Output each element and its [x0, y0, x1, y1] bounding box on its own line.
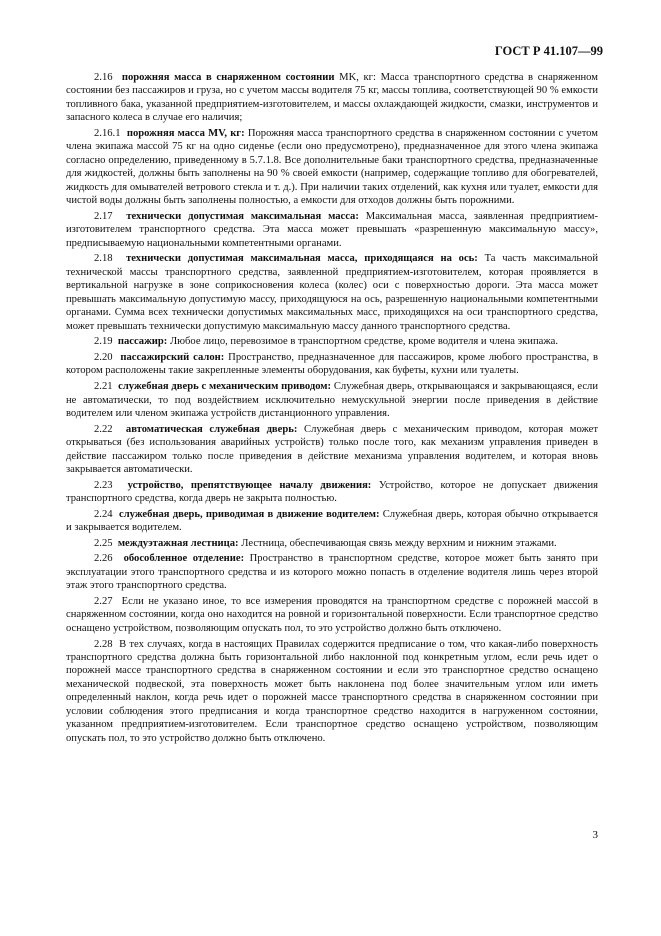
paragraph-2-16 — [66, 71, 598, 125]
paragraph-number: 2.17 — [94, 210, 113, 222]
paragraph-number: 2.26 — [94, 553, 113, 565]
term: порожняя масса в снаряженном состоянии — [121, 72, 335, 83]
paragraph-number: 2.28 — [94, 638, 113, 650]
definition-text: Пространство, предназначенное для пассажиров, кроме любого пространства, в котором расположены такие закрепленные элементы оборудования, как буфеты, кухни или туалеты. — [66, 352, 599, 377]
definition-text: Служебная дверь с механическим приводом, которая может открываться (без использования аварийных устройств) только после того, как механизм управления приведен в действие пассажиром только после приведения в действие механизма управления водителем, и которая вновь закрывается автоматически. — [66, 423, 598, 475]
definition-text: Порожняя масса транспортного средства в снаряженном состоянии с учетом члена экипажа массой 75 кг на одно сиденье (если оно предусмотрено), предназначенное для этого члена экипажа согласно определению, приведенному в 5.7.1.8. Все дополнительные баки транспортного средства, предназначенные для жидкостей, должны быть заполнены на 90 % своей емкости (например, содержащие топливо для обогревателей, жидкость для омывателей ветрового стекла и т. д.). При наличии таких отделений, как кухня или туалет, емкости для чистой воды должны быть заполнены полностью, а емкости для отходов должны быть порожними. — [66, 128, 598, 207]
term: технически допустимая максимальная масса, приходящаяся на ось: — [126, 253, 478, 265]
paragraph-2-24 — [66, 508, 598, 535]
definition-text: Если не указано иное, то все измерения проводятся на транспортном средстве с порожней массой в снаряженном состоянии, когда оно находится на ровной и горизонтальной поверхности. Если транспортное средство оснащено устройством, позволяющим опускать пол, то это устройство должно быть отключено. — [66, 596, 599, 634]
paragraph-2-17 — [66, 210, 598, 250]
document-header: ГОСТ Р 41.107—99 — [494, 44, 603, 58]
paragraph-2-23 — [66, 479, 598, 506]
definition-text: Устройство, которое не допускает движения транспортного средства, когда дверь не закрыта полностью. — [66, 479, 599, 505]
paragraph-number: 2.16 — [94, 72, 113, 83]
paragraph-number: 2.19 — [94, 336, 113, 348]
term: служебная дверь с механическим приводом: — [118, 381, 332, 393]
definition-text: Та часть максимальной технической массы транспортного средства, заявленной предприятием-изготовителем, которая проявляется в вертикальной нагрузке в зоне соприкосновения колеса (колес) оси с поверхностью дороги. Эта масса может превышать максимальную допустимую массу, приходящуюся на ось, разрешенную национальными компетентными органами. Сумма всех технически допустимых максимальных масс, приходящихся на оси транспортного средства, может превышать технически допустимую максимальную массу данного транспортного средства. — [66, 253, 598, 332]
definition-text: Лестница, обеспечивающая связь между верхним и нижним этажами. — [241, 537, 557, 549]
definition-text: Максимальная масса, заявленная предприятием-изготовителем транспортного средства. Эта масса может превышать «разрешенную максимальную массу», предписываемую национальными компетентными органами. — [66, 210, 598, 249]
paragraph-number: 2.25 — [94, 537, 113, 549]
page-number: 3 — [592, 829, 598, 841]
paragraph-number: 2.22 — [94, 423, 113, 435]
paragraph-number: 2.24 — [94, 508, 113, 520]
term: технически допустимая максимальная масса: — [126, 210, 359, 222]
term: обособленное отделение: — [123, 553, 245, 565]
definition-text: В тех случаях, когда в настоящих Правилах содержится предписание о том, что какая-либо поверхность транспортного средства должна быть горизонтальной либо наклонной под конкретным углом, если речь идет о порожней массе транспортного средства в снаряженном состоянии и если это транспортное средство оснащено механической подвеской, эта поверхность может быть наклонена под более значительным углом или иметь определенный наклон, когда речь идет о порожней массе транспортного средства в снаряженном состоянии при условии соблюдения этого предписания и когда транспортное средство находится в нагруженном состоянии, указанном предприятием-изготовителем. Если транспортное средство оснащено устройством, позволяющим опускать пол, то это устройство должно быть отключено. — [66, 638, 598, 744]
paragraph-2-16-1 — [66, 127, 598, 208]
paragraph-number: 2.23 — [94, 479, 113, 491]
paragraph-number: 2.16.1 — [94, 128, 121, 139]
paragraph-2-21 — [66, 380, 598, 420]
paragraph-2-22 — [66, 423, 598, 477]
term: служебная дверь, приводимая в движение водителем: — [119, 508, 380, 520]
term: порожняя масса MV, кг: — [126, 128, 245, 139]
paragraph-2-19 — [66, 335, 598, 348]
term: пассажир: — [117, 336, 168, 348]
paragraph-number: 2.21 — [94, 381, 113, 393]
term: междуэтажная лестница: — [117, 537, 239, 549]
term: устройство, препятствующее началу движения: — [127, 479, 372, 491]
term: автоматическая служебная дверь: — [125, 423, 298, 435]
paragraph-2-28 — [66, 638, 598, 746]
paragraph-number: 2.20 — [94, 352, 113, 363]
definition-text: Пространство в транспортном средстве, которое может быть занято при эксплуатации этого транспортного средства и из которого можно попасть в отделение водителя лишь через второй этаж этого транспортного средства. — [66, 553, 598, 592]
paragraph-number: 2.27 — [94, 596, 113, 608]
paragraph-2-27 — [66, 595, 598, 635]
paragraph-number: 2.18 — [94, 253, 113, 265]
paragraph-2-18 — [66, 252, 598, 333]
definition-text: MK, кг: Масса транспортного средства в снаряженном состоянии без пассажиров и груза, но с учетом массы водителя 75 кг, массы топлива, соответствующей 90 % емкости топливного бака, указанной предприятием-изготовителем, и массы охлаждающей жидкости, смазки, инструментов и запасного колеса в случае его наличия; — [66, 72, 598, 124]
definition-text: Служебная дверь, которая обычно открывается и закрывается водителем. — [66, 508, 598, 534]
paragraph-2-25 — [66, 537, 598, 550]
paragraph-2-20 — [66, 351, 598, 378]
definition-text: Любое лицо, перевозимое в транспортном средстве, кроме водителя и члена экипажа. — [169, 336, 558, 348]
definition-text: Служебная дверь, открывающаяся и закрывающаяся, если не автоматически, то под воздействием исключительно немускульной энергии после приведения в действие водителем или членом экипажа устройств дистанционного управления. — [66, 381, 598, 419]
document-body — [66, 71, 598, 747]
term: пассажирский салон: — [120, 352, 225, 363]
paragraph-2-26 — [66, 552, 598, 592]
